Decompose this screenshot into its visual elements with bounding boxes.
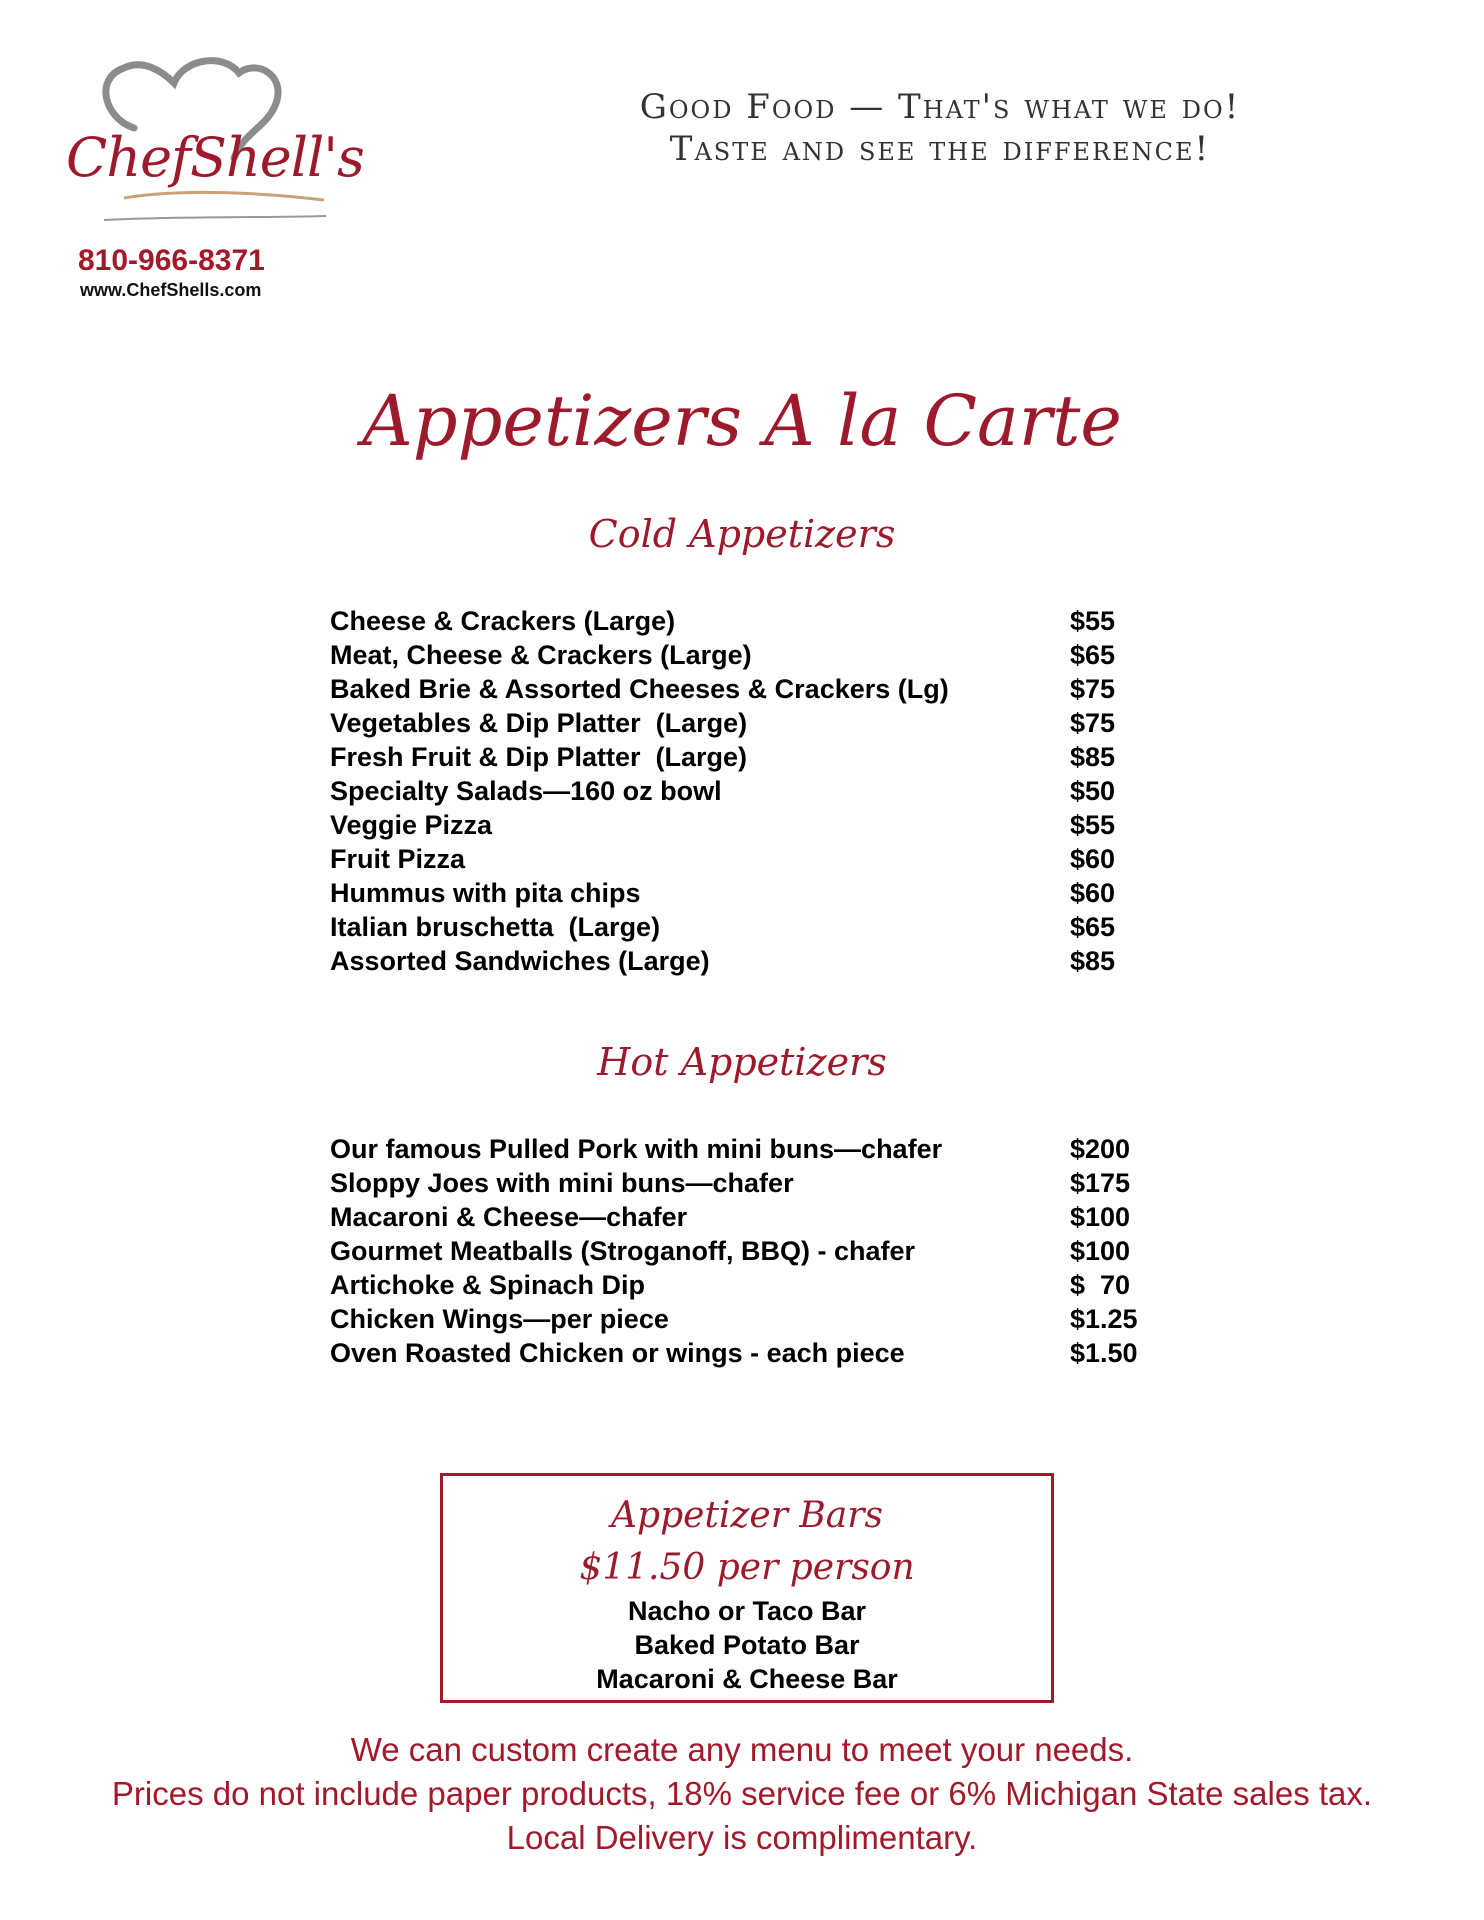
item-name: Artichoke & Spinach Dip — [330, 1270, 646, 1300]
page-title: Appetizers A la Carte — [362, 380, 1122, 462]
tagline-line-1: Good Food — That's what we do! — [639, 87, 1241, 127]
menu-item — [330, 706, 1160, 740]
item-name: Gourmet Meatballs (Stroganoff, BBQ) - chafer — [330, 1236, 916, 1266]
item-price: $60 — [1070, 878, 1116, 908]
menu-item — [330, 1336, 1160, 1370]
menu-item — [330, 638, 1160, 672]
item-price: $200 — [1070, 1134, 1131, 1164]
menu-item — [330, 876, 1160, 910]
menu-item — [330, 740, 1160, 774]
item-price: $60 — [1070, 844, 1116, 874]
menu-item — [330, 604, 1160, 638]
menu-item — [330, 1302, 1160, 1336]
item-name: Macaroni & Cheese—chafer — [330, 1202, 688, 1232]
item-price: $65 — [1070, 912, 1116, 942]
item-name: Assorted Sandwiches (Large) — [330, 946, 710, 976]
menu-item — [330, 1200, 1160, 1234]
item-name: Chicken Wings—per piece — [330, 1304, 669, 1334]
menu-item — [330, 808, 1160, 842]
menu-item — [330, 910, 1160, 944]
item-price: $1.25 — [1070, 1304, 1138, 1334]
item-name: Fresh Fruit & Dip Platter (Large) — [330, 742, 748, 772]
footer-line-custom: We can custom create any menu to meet your needs. — [350, 1731, 1134, 1768]
menu-item — [330, 1132, 1160, 1166]
tagline — [560, 86, 1320, 170]
bar-option: Baked Potato Bar — [634, 1630, 860, 1660]
item-name: Cheese & Crackers (Large) — [330, 606, 676, 636]
item-name: Specialty Salads—160 oz bowl — [330, 776, 722, 806]
phone-number: 810-966-8371 — [78, 244, 265, 277]
item-name: Sloppy Joes with mini buns—chafer — [330, 1168, 794, 1198]
hot-appetizers-list — [330, 1132, 1160, 1370]
item-price: $100 — [1070, 1202, 1131, 1232]
hot-appetizers-heading: Hot Appetizers — [597, 1040, 887, 1084]
appetizer-bars-price: $11.50 per person — [579, 1547, 915, 1588]
menu-item — [330, 672, 1160, 706]
website-url: www.ChefShells.com — [80, 280, 262, 300]
item-name: Oven Roasted Chicken or wings - each piece — [330, 1338, 905, 1368]
item-price: $100 — [1070, 1236, 1131, 1266]
logo-name: ChefShell's — [66, 126, 364, 189]
item-price: $85 — [1070, 742, 1116, 772]
item-price: $175 — [1070, 1168, 1131, 1198]
footer-line-fees: Prices do not include paper products, 18% service fee or 6% Michigan State sales tax. — [111, 1775, 1373, 1812]
appetizer-bars-title: Appetizer Bars — [611, 1495, 883, 1536]
menu-item — [330, 1268, 1160, 1302]
tagline-line-2: Taste and see the difference! — [669, 129, 1211, 169]
menu-item — [330, 944, 1160, 978]
menu-item — [330, 1166, 1160, 1200]
item-name: Vegetables & Dip Platter (Large) — [330, 708, 748, 738]
menu-item — [330, 774, 1160, 808]
footer-notes — [0, 1728, 1484, 1860]
item-price: $85 — [1070, 946, 1116, 976]
item-name: Italian bruschetta (Large) — [330, 912, 661, 942]
bar-option: Nacho or Taco Bar — [627, 1596, 867, 1626]
item-price: $50 — [1070, 776, 1116, 806]
cold-appetizers-list — [330, 604, 1160, 978]
menu-item — [330, 1234, 1160, 1268]
item-name: Our famous Pulled Pork with mini buns—chafer — [330, 1134, 943, 1164]
chefshells-logo — [64, 48, 364, 300]
item-name: Hummus with pita chips — [330, 878, 641, 908]
item-name: Meat, Cheese & Crackers (Large) — [330, 640, 752, 670]
item-name: Fruit Pizza — [330, 844, 466, 874]
item-price: $1.50 — [1070, 1338, 1138, 1368]
item-price: $ 70 — [1070, 1270, 1131, 1300]
item-price: $75 — [1070, 674, 1116, 704]
item-price: $75 — [1070, 708, 1116, 738]
item-name: Baked Brie & Assorted Cheeses & Crackers (Lg) — [330, 674, 949, 704]
item-name: Veggie Pizza — [330, 810, 493, 840]
appetizer-bars-box — [440, 1473, 1054, 1703]
item-price: $65 — [1070, 640, 1116, 670]
cold-appetizers-heading: Cold Appetizers — [588, 512, 896, 556]
item-price: $55 — [1070, 606, 1116, 636]
item-price: $55 — [1070, 810, 1116, 840]
bar-option: Macaroni & Cheese Bar — [596, 1664, 898, 1694]
menu-item — [330, 842, 1160, 876]
footer-line-delivery: Local Delivery is complimentary. — [506, 1819, 978, 1856]
